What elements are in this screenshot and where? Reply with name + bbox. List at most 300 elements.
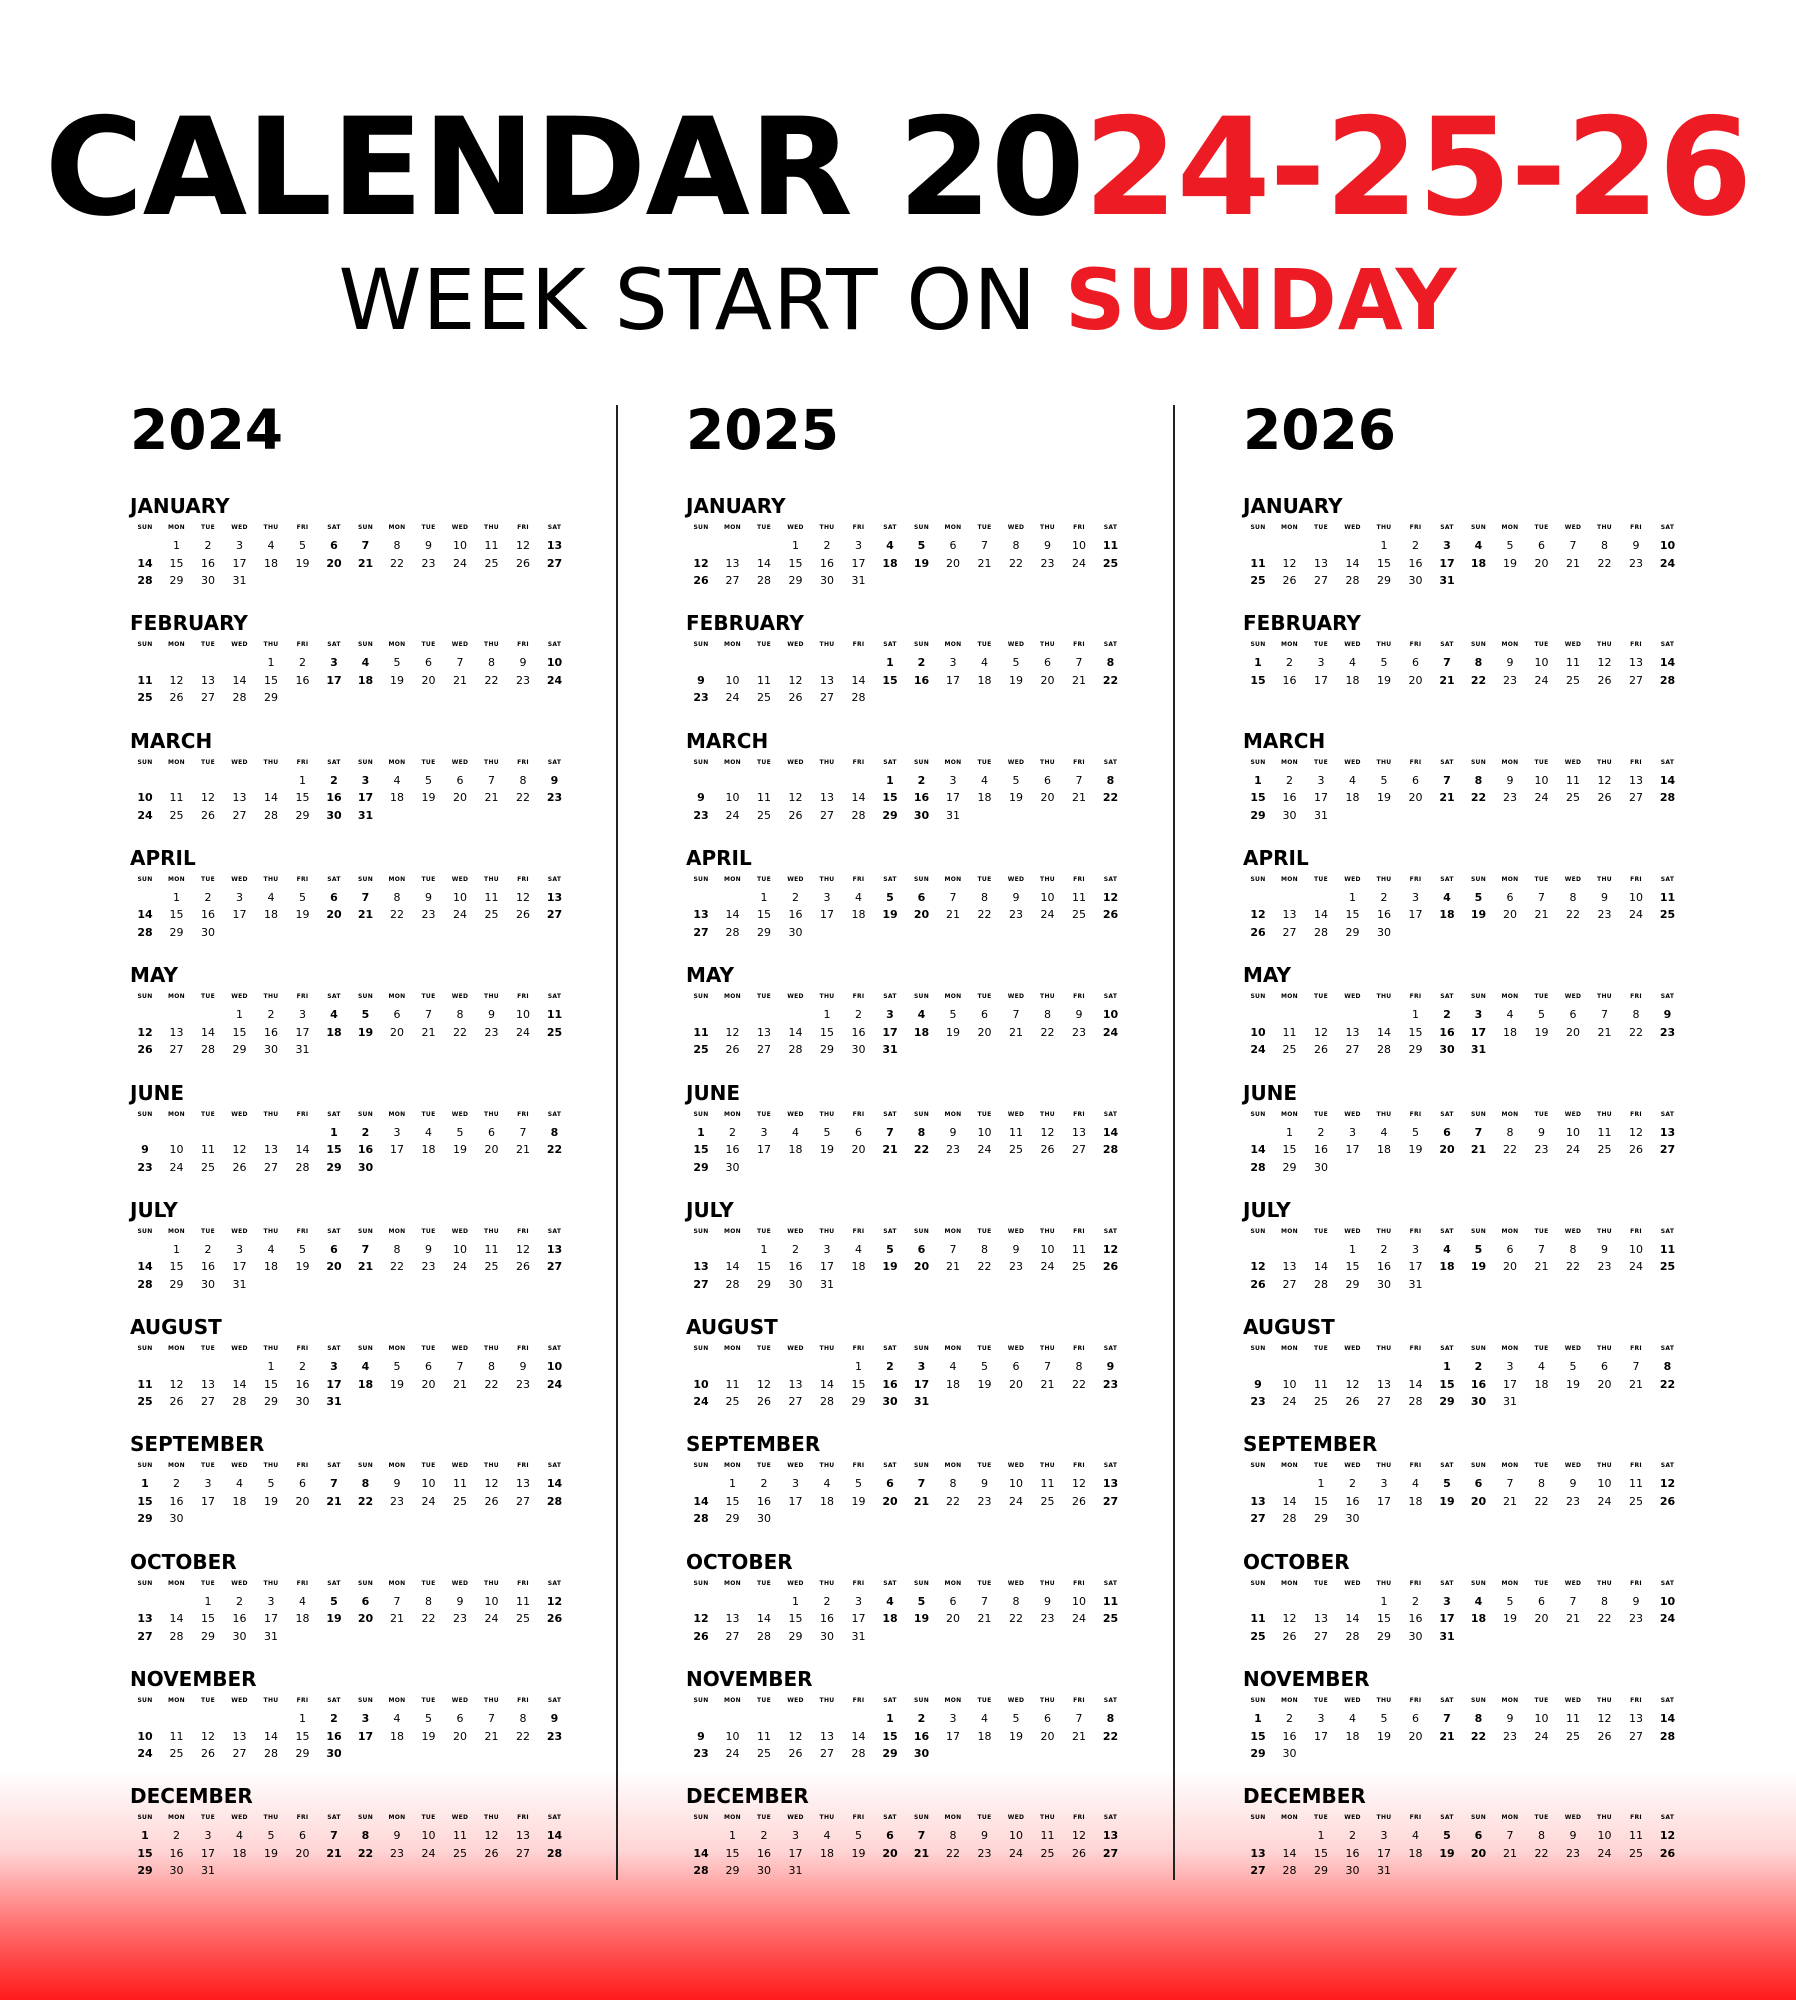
day-cell: 1 bbox=[697, 1125, 705, 1139]
weekday-label: THU bbox=[1040, 758, 1055, 766]
day-cell: 31 bbox=[882, 1043, 898, 1057]
day-cell: 20 bbox=[1408, 1729, 1423, 1743]
day-cell: 19 bbox=[357, 1025, 374, 1039]
weekday-label: THU bbox=[1376, 1227, 1392, 1235]
day-cell: 15 bbox=[1377, 1612, 1391, 1626]
weekday-label: FRI bbox=[1073, 1110, 1085, 1118]
weekday-label: SAT bbox=[1103, 1110, 1118, 1118]
day-cell: 14 bbox=[1282, 1846, 1297, 1860]
day-cell: 11 bbox=[1629, 1477, 1643, 1491]
day-cell: 12 bbox=[1659, 1477, 1676, 1491]
weekday-label: SAT bbox=[1440, 1345, 1454, 1353]
weekday-label: SUN bbox=[1250, 1110, 1266, 1118]
weekday-label: SUN bbox=[913, 524, 930, 531]
day-cell: 3 bbox=[855, 539, 862, 552]
day-cell: 20 bbox=[421, 1377, 436, 1391]
day-cell: 18 bbox=[357, 1377, 374, 1391]
day-cell: 10 bbox=[1629, 1242, 1643, 1256]
month-june bbox=[130, 1080, 563, 1192]
day-cell: 12 bbox=[1597, 656, 1612, 670]
weekday-label: THU bbox=[1376, 1462, 1392, 1470]
weekday-label: THU bbox=[1040, 1462, 1055, 1470]
day-cell: 21 bbox=[1629, 1377, 1643, 1391]
day-cell: 2 bbox=[1412, 539, 1419, 552]
weekday-label: MON bbox=[1501, 758, 1519, 766]
day-cell: 23 bbox=[1250, 1395, 1266, 1409]
day-cell: 5 bbox=[917, 539, 926, 552]
day-cell: 29 bbox=[295, 808, 310, 822]
day-cell: 2 bbox=[823, 1594, 831, 1608]
month-september bbox=[130, 1432, 563, 1543]
weekday-label: TUE bbox=[201, 758, 215, 766]
day-cell: 22 bbox=[977, 908, 992, 922]
weekday-label: FRI bbox=[1630, 1110, 1642, 1118]
day-cell: 12 bbox=[169, 673, 184, 687]
weekday-label: THU bbox=[484, 1462, 499, 1470]
day-cell: 9 bbox=[393, 1829, 401, 1843]
weekday-label: MON bbox=[168, 1697, 185, 1704]
day-cell: 5 bbox=[330, 1594, 338, 1608]
day-cell: 26 bbox=[1250, 925, 1266, 939]
weekday-label: THU bbox=[263, 524, 279, 531]
day-cell: 21 bbox=[946, 908, 960, 922]
day-cell: 15 bbox=[788, 1612, 803, 1626]
day-cell: 6 bbox=[917, 890, 926, 904]
day-cell: 22 bbox=[1597, 556, 1612, 570]
weekday-label: WED bbox=[1564, 875, 1582, 883]
weekday-label: SAT bbox=[547, 1579, 562, 1587]
day-cell: 8 bbox=[949, 1477, 957, 1491]
month-name: JANUARY bbox=[130, 494, 230, 518]
weekday-label: FRI bbox=[1073, 1697, 1085, 1704]
weekday-label: MON bbox=[1281, 758, 1298, 766]
weekday-label: SAT bbox=[547, 1110, 562, 1118]
month-november bbox=[686, 1667, 1119, 1778]
day-cell: 3 bbox=[1443, 539, 1451, 552]
day-cell: 15 bbox=[757, 908, 771, 922]
month-name: JULY bbox=[686, 1197, 734, 1222]
day-cell: 19 bbox=[882, 908, 898, 922]
day-cell: 21 bbox=[516, 1143, 530, 1156]
weekday-label: THU bbox=[263, 641, 279, 649]
day-cell: 26 bbox=[1250, 1277, 1266, 1291]
day-cell: 15 bbox=[1250, 791, 1266, 805]
day-cell: 4 bbox=[1474, 1594, 1483, 1608]
day-cell: 29 bbox=[1377, 1629, 1391, 1643]
weekday-label: FRI bbox=[296, 875, 309, 883]
day-cell: 23 bbox=[453, 1612, 467, 1626]
day-cell: 28 bbox=[851, 691, 866, 705]
day-cell: 3 bbox=[236, 1242, 243, 1256]
day-cell: 24 bbox=[1009, 1494, 1023, 1508]
day-cell: 4 bbox=[981, 1712, 988, 1725]
day-cell: 30 bbox=[169, 1512, 184, 1526]
weekday-label: FRI bbox=[517, 758, 529, 766]
weekday-label: SAT bbox=[883, 524, 897, 531]
day-cell: 8 bbox=[488, 1360, 495, 1374]
day-cell: 19 bbox=[1503, 556, 1517, 570]
weekday-label: TUE bbox=[421, 1227, 436, 1235]
day-cell: 24 bbox=[453, 1260, 467, 1274]
weekday-label: SAT bbox=[1103, 524, 1118, 531]
day-cell: 10 bbox=[1040, 1242, 1055, 1256]
weekday-label: WED bbox=[231, 1697, 248, 1704]
day-cell: 5 bbox=[855, 1477, 862, 1491]
weekday-label: SAT bbox=[1440, 1579, 1454, 1587]
day-cell: 26 bbox=[1659, 1494, 1676, 1508]
weekday-label: THU bbox=[1376, 1345, 1392, 1353]
day-cell: 18 bbox=[390, 1729, 404, 1743]
day-cell: 25 bbox=[1566, 673, 1580, 687]
weekday-label: TUE bbox=[757, 1227, 771, 1235]
weekday-label: WED bbox=[231, 1579, 248, 1587]
weekday-label: TUE bbox=[1314, 641, 1328, 649]
month-december bbox=[1243, 1784, 1676, 1895]
weekday-label: SAT bbox=[883, 1697, 897, 1704]
day-cell: 27 bbox=[1102, 1846, 1119, 1860]
day-cell: 13 bbox=[201, 673, 215, 687]
day-cell: 11 bbox=[757, 1729, 771, 1743]
day-cell: 13 bbox=[516, 1477, 530, 1491]
weekday-label: MON bbox=[1501, 1462, 1519, 1470]
weekday-label: THU bbox=[1040, 1227, 1055, 1235]
day-cell: 4 bbox=[917, 1008, 926, 1022]
weekday-label: WED bbox=[231, 1227, 248, 1235]
weekday-label: THU bbox=[819, 1462, 835, 1470]
weekday-label: MON bbox=[1501, 1697, 1519, 1704]
day-cell: 6 bbox=[1412, 773, 1419, 787]
weekday-label: WED bbox=[1564, 1227, 1582, 1235]
weekday-label: FRI bbox=[517, 524, 529, 531]
weekday-label: MON bbox=[944, 1579, 962, 1587]
day-cell: 17 bbox=[946, 673, 960, 687]
day-cell: 7 bbox=[1601, 1008, 1608, 1022]
day-cell: 16 bbox=[264, 1025, 278, 1039]
weekday-label: SUN bbox=[357, 1462, 374, 1470]
day-cell: 24 bbox=[546, 1377, 563, 1391]
day-cell: 27 bbox=[201, 1395, 215, 1409]
day-cell: 21 bbox=[390, 1612, 404, 1626]
day-cell: 5 bbox=[917, 1594, 926, 1608]
weekday-label: FRI bbox=[517, 1110, 529, 1118]
weekday-label: THU bbox=[263, 1345, 279, 1353]
day-cell: 6 bbox=[949, 1594, 957, 1608]
day-cell: 23 bbox=[1534, 1143, 1549, 1156]
weekday-label: TUE bbox=[201, 875, 215, 883]
weekday-label: WED bbox=[1564, 1697, 1582, 1704]
weekday-label: MON bbox=[1501, 993, 1519, 1001]
day-cell: 8 bbox=[425, 1594, 432, 1608]
weekday-label: SAT bbox=[883, 1579, 897, 1587]
day-cell: 11 bbox=[1040, 1477, 1055, 1491]
day-cell: 18 bbox=[882, 1612, 898, 1626]
weekday-label: SAT bbox=[883, 875, 897, 883]
day-cell: 16 bbox=[882, 1377, 898, 1391]
day-cell: 1 bbox=[1254, 1712, 1262, 1725]
weekday-label: SUN bbox=[137, 1227, 153, 1235]
day-cell: 15 bbox=[725, 1846, 740, 1860]
weekday-label: SUN bbox=[137, 1814, 153, 1822]
day-cell: 21 bbox=[1566, 1612, 1580, 1626]
day-cell: 30 bbox=[1345, 1864, 1360, 1878]
weekday-label: SUN bbox=[137, 758, 153, 766]
day-cell: 10 bbox=[1102, 1008, 1119, 1022]
day-cell: 5 bbox=[456, 1125, 464, 1139]
day-cell: 28 bbox=[201, 1043, 215, 1057]
day-cell: 21 bbox=[1439, 673, 1455, 687]
day-cell: 31 bbox=[232, 1277, 247, 1291]
day-cell: 7 bbox=[456, 1360, 464, 1374]
weekday-label: MON bbox=[724, 758, 741, 766]
day-cell: 22 bbox=[516, 1729, 530, 1743]
day-cell: 23 bbox=[546, 1729, 563, 1743]
month-december bbox=[130, 1784, 563, 1895]
day-cell: 4 bbox=[425, 1125, 432, 1139]
day-cell: 26 bbox=[693, 1629, 709, 1643]
day-cell: 28 bbox=[1282, 1512, 1297, 1526]
weekday-label: MON bbox=[168, 1814, 185, 1822]
day-cell: 26 bbox=[484, 1494, 499, 1508]
day-cell: 7 bbox=[981, 539, 988, 552]
day-cell: 11 bbox=[1597, 1125, 1612, 1139]
day-cell: 5 bbox=[1443, 1477, 1451, 1491]
weekday-label: SUN bbox=[1470, 1345, 1487, 1353]
day-cell: 20 bbox=[946, 556, 960, 570]
day-cell: 20 bbox=[421, 673, 436, 687]
day-cell: 31 bbox=[264, 1629, 278, 1643]
day-cell: 11 bbox=[1314, 1377, 1328, 1391]
day-cell: 29 bbox=[1250, 1747, 1266, 1760]
day-cell: 10 bbox=[546, 1360, 563, 1374]
day-cell: 29 bbox=[725, 1512, 740, 1526]
day-cell: 15 bbox=[1282, 1143, 1297, 1156]
day-cell: 4 bbox=[361, 656, 370, 670]
weekday-label: FRI bbox=[1073, 875, 1085, 883]
weekday-label: THU bbox=[484, 1227, 499, 1235]
day-cell: 27 bbox=[516, 1494, 530, 1508]
day-cell: 25 bbox=[757, 691, 771, 705]
weekday-label: FRI bbox=[296, 1110, 309, 1118]
weekday-label: WED bbox=[1344, 758, 1361, 766]
day-cell: 13 bbox=[1314, 556, 1328, 570]
day-cell: 30 bbox=[169, 1864, 184, 1878]
day-cell: 23 bbox=[1040, 556, 1055, 570]
day-cell: 3 bbox=[823, 890, 831, 904]
day-cell: 13 bbox=[232, 791, 247, 805]
day-cell: 18 bbox=[232, 1846, 247, 1860]
weekday-label: TUE bbox=[421, 875, 436, 883]
day-cell: 7 bbox=[1538, 890, 1545, 904]
day-cell: 26 bbox=[1282, 574, 1297, 587]
day-cell: 4 bbox=[823, 1477, 831, 1491]
weekday-label: SAT bbox=[1103, 1227, 1118, 1235]
day-cell: 25 bbox=[757, 808, 771, 822]
day-cell: 2 bbox=[1443, 1008, 1451, 1022]
day-cell: 14 bbox=[1659, 773, 1676, 787]
weekday-label: THU bbox=[484, 524, 499, 531]
day-cell: 1 bbox=[886, 656, 894, 670]
weekday-label: FRI bbox=[296, 1579, 309, 1587]
day-cell: 29 bbox=[169, 925, 184, 939]
day-cell: 29 bbox=[757, 925, 771, 939]
day-cell: 6 bbox=[393, 1008, 401, 1022]
weekday-label: WED bbox=[787, 993, 804, 1001]
day-cell: 8 bbox=[1075, 1360, 1083, 1374]
day-cell: 23 bbox=[1009, 908, 1023, 922]
day-cell: 10 bbox=[1597, 1829, 1612, 1843]
day-cell: 17 bbox=[1314, 791, 1328, 805]
day-cell: 15 bbox=[295, 1729, 310, 1743]
day-cell: 27 bbox=[788, 1395, 803, 1409]
month-may bbox=[1243, 963, 1676, 1074]
weekday-label: SAT bbox=[327, 1462, 341, 1470]
day-cell: 26 bbox=[1072, 1494, 1086, 1508]
weekday-label: FRI bbox=[852, 993, 865, 1001]
day-cell: 12 bbox=[1250, 908, 1266, 922]
day-cell: 18 bbox=[820, 1494, 834, 1508]
day-cell: 9 bbox=[1569, 1477, 1577, 1491]
day-cell: 22 bbox=[484, 1377, 499, 1391]
weekday-label: SAT bbox=[547, 1697, 562, 1704]
weekday-label: SUN bbox=[693, 1814, 709, 1822]
weekday-label: SUN bbox=[357, 1227, 374, 1235]
weekday-label: TUE bbox=[201, 1110, 215, 1118]
day-cell: 27 bbox=[1314, 574, 1328, 587]
day-cell: 1 bbox=[1286, 1125, 1293, 1139]
day-cell: 15 bbox=[757, 1260, 771, 1274]
day-cell: 28 bbox=[232, 1395, 247, 1409]
weekday-label: FRI bbox=[1630, 641, 1642, 649]
day-cell: 24 bbox=[725, 691, 740, 705]
day-cell: 27 bbox=[264, 1160, 278, 1174]
day-cell: 4 bbox=[1412, 1829, 1419, 1843]
day-cell: 17 bbox=[1439, 1612, 1455, 1626]
day-cell: 14 bbox=[851, 1729, 866, 1743]
month-name: NOVEMBER bbox=[686, 1667, 813, 1691]
weekday-label: SAT bbox=[547, 641, 562, 649]
day-cell: 13 bbox=[546, 890, 563, 904]
day-cell: 16 bbox=[788, 1260, 803, 1274]
day-cell: 2 bbox=[204, 890, 212, 904]
day-cell: 30 bbox=[1345, 1512, 1360, 1526]
day-cell: 17 bbox=[1503, 1377, 1517, 1391]
day-cell: 28 bbox=[169, 1629, 184, 1643]
weekday-label: MON bbox=[724, 875, 741, 883]
day-cell: 4 bbox=[1443, 890, 1451, 904]
day-cell: 15 bbox=[1345, 908, 1360, 922]
day-cell: 5 bbox=[1012, 773, 1020, 787]
day-cell: 20 bbox=[1470, 1846, 1487, 1860]
day-cell: 22 bbox=[1534, 1846, 1549, 1860]
month-name: NOVEMBER bbox=[1243, 1667, 1370, 1691]
weekday-label: WED bbox=[1344, 1579, 1361, 1587]
weekday-label: THU bbox=[1040, 641, 1055, 649]
day-cell: 9 bbox=[1506, 773, 1514, 787]
day-cell: 15 bbox=[295, 791, 310, 805]
month-name: FEBRUARY bbox=[130, 611, 248, 636]
weekday-label: WED bbox=[451, 641, 469, 649]
weekday-label: THU bbox=[263, 1814, 279, 1822]
day-cell: 9 bbox=[1012, 1242, 1020, 1256]
day-cell: 7 bbox=[886, 1125, 894, 1139]
day-cell: 8 bbox=[1538, 1829, 1545, 1843]
day-cell: 12 bbox=[1345, 1377, 1360, 1391]
day-cell: 26 bbox=[169, 1395, 184, 1409]
weekday-label: TUE bbox=[977, 1110, 992, 1118]
day-cell: 20 bbox=[453, 791, 467, 805]
weekday-label: SUN bbox=[693, 993, 709, 1001]
day-cell: 27 bbox=[1072, 1143, 1086, 1156]
weekday-label: WED bbox=[231, 1814, 248, 1822]
weekday-label: SUN bbox=[913, 1697, 930, 1704]
day-cell: 25 bbox=[1040, 1494, 1055, 1508]
weekday-label: THU bbox=[484, 993, 499, 1001]
day-cell: 16 bbox=[326, 1729, 342, 1743]
day-cell: 2 bbox=[792, 890, 799, 904]
day-cell: 28 bbox=[264, 808, 278, 822]
day-cell: 1 bbox=[1317, 1829, 1325, 1843]
day-cell: 13 bbox=[820, 791, 834, 805]
day-cell: 12 bbox=[1659, 1829, 1676, 1843]
day-cell: 19 bbox=[1566, 1377, 1580, 1391]
day-cell: 25 bbox=[1659, 908, 1676, 922]
day-cell: 12 bbox=[484, 1477, 499, 1491]
weekday-label: SUN bbox=[913, 993, 930, 1001]
day-cell: 2 bbox=[204, 1242, 212, 1256]
day-cell: 1 bbox=[204, 1594, 212, 1608]
day-cell: 6 bbox=[456, 1712, 464, 1725]
day-cell: 8 bbox=[393, 539, 401, 552]
day-cell: 31 bbox=[913, 1395, 930, 1409]
day-cell: 9 bbox=[393, 1477, 401, 1491]
weekday-label: THU bbox=[819, 875, 835, 883]
day-cell: 8 bbox=[488, 656, 495, 670]
day-cell: 26 bbox=[1597, 1729, 1612, 1743]
month-march bbox=[130, 728, 563, 840]
day-cell: 9 bbox=[1632, 539, 1640, 552]
day-cell: 11 bbox=[1566, 656, 1580, 670]
day-cell: 27 bbox=[232, 808, 247, 822]
year-column-2026 bbox=[1243, 398, 1676, 1878]
day-cell: 9 bbox=[1044, 539, 1051, 552]
day-cell: 17 bbox=[913, 1377, 930, 1391]
day-cell: 8 bbox=[1601, 1594, 1608, 1608]
weekday-label: SAT bbox=[547, 1462, 562, 1470]
day-cell: 10 bbox=[453, 890, 467, 904]
day-cell: 15 bbox=[882, 673, 898, 687]
day-cell: 29 bbox=[201, 1629, 215, 1643]
day-cell: 29 bbox=[882, 1747, 898, 1760]
weekday-label: TUE bbox=[421, 1697, 436, 1704]
day-cell: 5 bbox=[1380, 1712, 1388, 1725]
weekday-label: SAT bbox=[1660, 1227, 1675, 1235]
day-cell: 12 bbox=[516, 890, 530, 904]
day-cell: 20 bbox=[326, 1260, 342, 1274]
month-march bbox=[686, 728, 1119, 840]
weekday-label: SUN bbox=[137, 1462, 153, 1470]
day-cell: 12 bbox=[788, 791, 803, 805]
day-cell: 21 bbox=[1534, 1260, 1549, 1274]
month-name: JANUARY bbox=[686, 494, 786, 518]
day-cell: 8 bbox=[1044, 1008, 1051, 1022]
day-cell: 11 bbox=[1250, 1612, 1266, 1626]
weekday-label: SUN bbox=[693, 758, 709, 766]
weekday-label: THU bbox=[1597, 1345, 1612, 1353]
day-cell: 7 bbox=[330, 1829, 338, 1843]
weekday-label: WED bbox=[231, 875, 248, 883]
day-cell: 23 bbox=[421, 908, 436, 922]
weekday-label: WED bbox=[1007, 1579, 1025, 1587]
